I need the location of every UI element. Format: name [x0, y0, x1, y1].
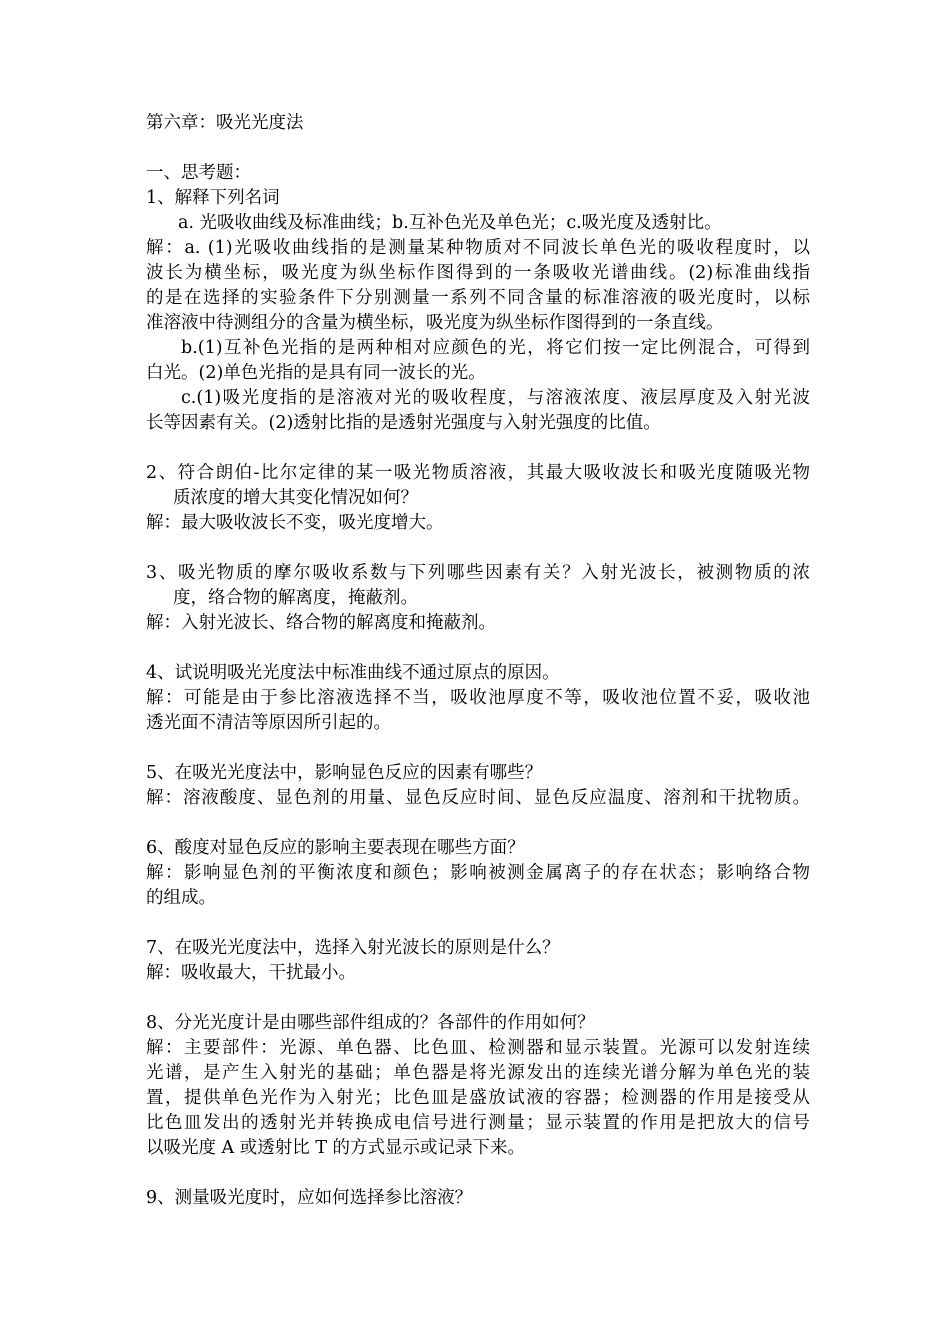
answer-4-line: 透光面不清洁等原因所引起的。: [146, 713, 391, 733]
answer-1a-line: 波长为横坐标，吸光度为纵坐标作图得到的一条吸收光谱曲线。(2)标准曲线指: [146, 263, 810, 283]
answer-1c-line: 长等因素有关。(2)透射比指的是透射光强度与入射光强度的比值。: [146, 413, 661, 433]
question-7-stem: 7、在吸光光度法中，选择入射光波长的原则是什么？: [146, 938, 560, 958]
answer-8-line: 以吸光度 A 或透射比 T 的方式显示或记录下来。: [146, 1138, 526, 1158]
answer-1c-line: c.(1)吸光度指的是溶液对光的吸收程度，与溶液浓度、液层厚度及入射光波: [181, 388, 810, 408]
answer-1b-line: b.(1)互补色光指的是两种相对应颜色的光，将它们按一定比例混合，可得到: [181, 338, 810, 358]
document-page: [146, 111, 810, 1211]
answer-8-line: 置，提供单色光作为入射光；比色皿是盛放试液的容器；检测器的作用是接受从: [146, 1088, 810, 1108]
question-8-stem: 8、分光光度计是由哪些部件组成的？各部件的作用如何？: [146, 1013, 595, 1033]
question-5-stem: 5、在吸光光度法中，影响显色反应的因素有哪些？: [146, 763, 543, 783]
answer-6-line: 的组成。: [146, 888, 216, 908]
chapter-title: 第六章：吸光光度法: [146, 113, 304, 133]
answer-5: 解：溶液酸度、显色剂的用量、显色反应时间、显色反应温度、溶剂和干扰物质。: [146, 788, 810, 808]
answer-1b-line: 白光。(2)单色光指的是具有同一波长的光。: [146, 363, 486, 383]
question-3-stem: 3、吸光物质的摩尔吸收系数与下列哪些因素有关？入射光波长，被测物质的浓: [146, 563, 810, 583]
answer-8-line: 解：主要部件：光源、单色器、比色皿、检测器和显示装置。光源可以发射连续: [146, 1038, 810, 1058]
question-9-stem: 9、测量吸光度时，应如何选择参比溶液？: [146, 1188, 473, 1208]
answer-1a-line: 准溶液中待测组分的含量为横坐标，吸光度为纵坐标作图得到的一条直线。: [146, 313, 724, 333]
section-heading: 一、思考题：: [146, 163, 251, 183]
question-1-subitems: a. 光吸收曲线及标准曲线；b.互补色光及单色光；c.吸光度及透射比。: [178, 213, 722, 233]
question-6-stem: 6、酸度对显色反应的影响主要表现在哪些方面？: [146, 838, 525, 858]
answer-1a-line: 的是在选择的实验条件下分别测量一系列不同含量的标准溶液的吸光度时，以标: [146, 288, 810, 308]
question-4-stem: 4、试说明吸光光度法中标准曲线不通过原点的原因。: [146, 663, 560, 683]
answer-2: 解：最大吸收波长不变，吸光度增大。: [146, 513, 444, 533]
answer-1a-line: 解：a. (1)光吸收曲线指的是测量某种物质对不同波长单色光的吸收程度时，以: [146, 238, 810, 258]
answer-8-line: 光谱，是产生入射光的基础；单色器是将光源发出的连续光谱分解为单色光的装: [146, 1063, 810, 1083]
question-2-stem: 2、符合朗伯-比尔定律的某一吸光物质溶液，其最大吸收波长和吸光度随吸光物: [146, 463, 810, 483]
answer-7: 解：吸收最大，干扰最小。: [146, 963, 356, 983]
answer-4-line: 解：可能是由于参比溶液选择不当，吸收池厚度不等，吸收池位置不妥，吸收池: [146, 688, 810, 708]
answer-8-line: 比色皿发出的透射光并转换成电信号进行测量；显示装置的作用是把放大的信号: [146, 1113, 810, 1133]
question-2-stem: 质浓度的增大其变化情况如何？: [173, 488, 418, 508]
question-3-stem: 度，络合物的解离度，掩蔽剂。: [173, 588, 418, 608]
answer-3: 解：入射光波长、络合物的解离度和掩蔽剂。: [146, 613, 496, 633]
answer-6-line: 解：影响显色剂的平衡浓度和颜色；影响被测金属离子的存在状态；影响络合物: [146, 863, 810, 883]
question-1-stem: 1、解释下列名词: [146, 188, 280, 208]
